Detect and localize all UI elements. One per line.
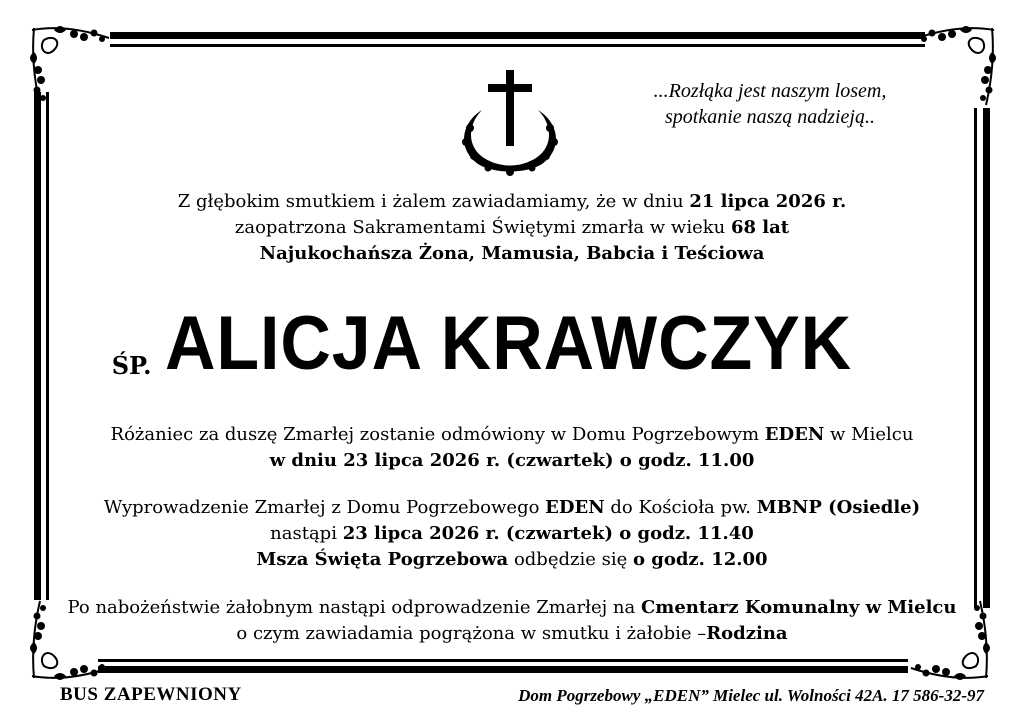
intro-line-3 bbox=[60, 241, 964, 267]
intro-l2-text: zaopatrzona Sakramentami Świętymi zmarła w wieku bbox=[234, 217, 731, 238]
deceased-name: ALICJA KRAWCZYK bbox=[165, 301, 853, 386]
burial-text bbox=[60, 595, 964, 647]
cemetery-name: Cmentarz Komunalny w Mielcu bbox=[640, 597, 957, 618]
frame-left-thin bbox=[46, 92, 49, 600]
family-signature: Rodzina bbox=[706, 623, 788, 644]
procession-l2-text: nastąpi bbox=[270, 523, 343, 544]
intro-text bbox=[60, 189, 964, 267]
bus-notice: BUS ZAPEWNIONY bbox=[60, 684, 242, 705]
family-roles: Najukochańsza Żona, Mamusia, Babcia i Teściowa bbox=[259, 243, 765, 264]
procession-line-2 bbox=[60, 521, 964, 547]
mass-time: o godz. 12.00 bbox=[632, 549, 768, 570]
rosary-datetime: w dniu 23 lipca 2026 r. (czwartek) o godz. 11.00 bbox=[269, 450, 755, 471]
intro-line-1 bbox=[60, 189, 964, 215]
procession-line-1 bbox=[60, 495, 964, 521]
floral-corner-icon bbox=[24, 20, 114, 110]
procession-l1-church: do Kościoła pw. bbox=[604, 497, 757, 518]
cross-icon bbox=[448, 68, 572, 180]
quote-line-1: ...Rozłąka jest naszym losem, bbox=[653, 80, 887, 102]
quote-line-2: spotkanie naszą nadzieją.. bbox=[665, 106, 875, 128]
frame-top-thin bbox=[110, 44, 925, 47]
frame-top-thick bbox=[110, 32, 925, 39]
church-name: MBNP (Osiedle) bbox=[756, 497, 921, 518]
rosary-line-2 bbox=[60, 448, 964, 474]
deceased-name-row bbox=[60, 288, 964, 388]
frame-bottom-thin bbox=[98, 659, 908, 662]
frame-bottom-thick bbox=[98, 666, 908, 673]
age: 68 lat bbox=[730, 217, 790, 238]
rosary-l1-city: w Mielcu bbox=[824, 424, 914, 445]
burial-line-2 bbox=[60, 621, 964, 647]
procession-datetime: 23 lipca 2026 r. (czwartek) o godz. 11.40 bbox=[342, 523, 754, 544]
intro-l1-text: Z głębokim smutkiem i żalem zawiadamiamy, że w dniu bbox=[177, 191, 690, 212]
frame-right-thick bbox=[983, 108, 990, 608]
frame-right-thin bbox=[974, 108, 977, 608]
burial-l1-text: Po nabożeństwie żałobnym nastąpi odprowadzenie Zmarłej na bbox=[67, 597, 641, 618]
burial-line-1 bbox=[60, 595, 964, 621]
funeral-home-name: EDEN bbox=[764, 424, 825, 445]
name-prefix: ŚP. bbox=[111, 351, 152, 380]
mass-text: odbędzie się bbox=[508, 549, 633, 570]
procession-line-3 bbox=[60, 547, 964, 573]
procession-l1-text: Wyprowadzenie Zmarłej z Domu Pogrzebowego bbox=[103, 497, 546, 518]
rosary-l1-text: Różaniec za duszę Zmarłej zostanie odmówiony w Domu Pogrzebowym bbox=[110, 424, 765, 445]
rosary-line-1 bbox=[60, 422, 964, 448]
funeral-home-contact: Dom Pogrzebowy „EDEN” Mielec ul. Wolności 42A. 17 586-32-97 bbox=[518, 686, 984, 705]
frame-left-thick bbox=[34, 92, 41, 600]
quote bbox=[600, 78, 940, 130]
procession-text bbox=[60, 495, 964, 573]
rosary-text bbox=[60, 422, 964, 474]
mass-label: Msza Święta Pogrzebowa bbox=[256, 549, 509, 570]
death-date: 21 lipca 2026 r. bbox=[689, 191, 847, 212]
funeral-home-name: EDEN bbox=[545, 497, 605, 518]
burial-l2-text: o czym zawiadamia pogrążona w smutku i żałobie – bbox=[236, 623, 707, 644]
intro-line-2 bbox=[60, 215, 964, 241]
